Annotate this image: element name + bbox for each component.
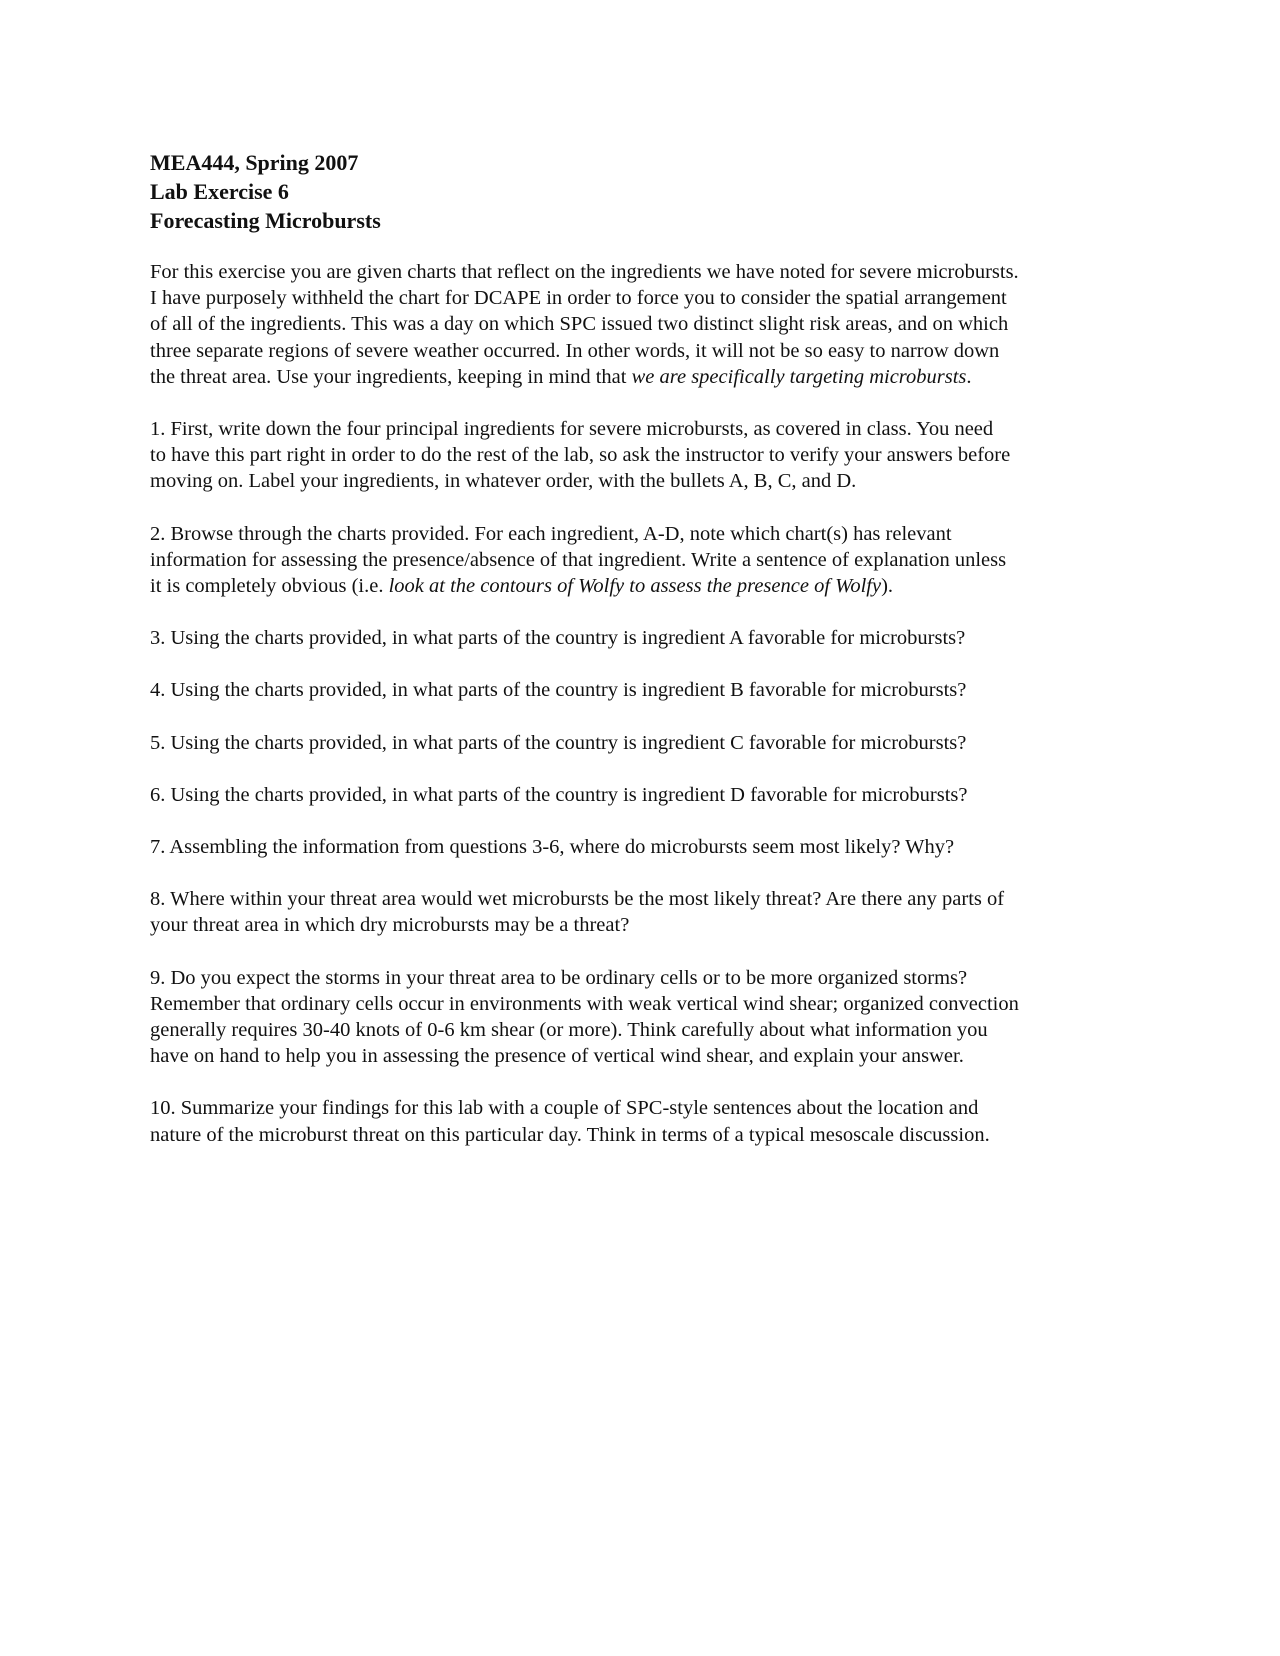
course-title: MEA444, Spring 2007 xyxy=(150,150,359,175)
question-1 xyxy=(150,416,1140,495)
intro-line xyxy=(150,364,1140,390)
question-emphasis: look at the contours of Wolfy to assess the presence of Wolfy xyxy=(388,575,882,598)
intro-text: . xyxy=(966,365,972,388)
question-line: Remember that ordinary cells occur in environments with weak vertical wind shear; organized convection xyxy=(150,992,1019,1015)
question-6 xyxy=(150,782,1140,808)
question-line: information for assessing the presence/absence of that ingredient. Write a sentence of explanation unless xyxy=(150,548,1007,571)
intro-line: three separate regions of severe weather occurred. In other words, it will not be so easy to narrow down xyxy=(150,339,1000,362)
question-line: 7. Assembling the information from questions 3-6, where do microbursts seem most likely? Why? xyxy=(150,836,955,859)
question-line: 2. Browse through the charts provided. For each ingredient, A-D, note which chart(s) has relevant xyxy=(150,522,952,545)
question-text: ). xyxy=(881,575,894,598)
question-line: your threat area in which dry microbursts may be a threat? xyxy=(150,914,630,937)
question-2 xyxy=(150,521,1140,600)
question-line: generally requires 30-40 knots of 0-6 km shear (or more). Think carefully about what information you xyxy=(150,1019,988,1042)
lab-title: Lab Exercise 6 xyxy=(150,179,289,204)
intro-paragraph xyxy=(150,259,1140,390)
question-4 xyxy=(150,677,1140,703)
question-line: 9. Do you expect the storms in your threat area to be ordinary cells or to be more organized storms? xyxy=(150,966,968,989)
intro-line: For this exercise you are given charts that reflect on the ingredients we have noted for severe microbursts. xyxy=(150,261,1019,283)
topic-title: Forecasting Microbursts xyxy=(150,208,381,233)
question-line: 4. Using the charts provided, in what parts of the country is ingredient B favorable for microbursts? xyxy=(150,679,967,702)
question-line: moving on. Label your ingredients, in whatever order, with the bullets A, B, C, and D. xyxy=(150,470,857,493)
question-7 xyxy=(150,834,1140,860)
question-line: have on hand to help you in assessing the presence of vertical wind shear, and explain your answer. xyxy=(150,1045,964,1068)
intro-line: I have purposely withheld the chart for DCAPE in order to force you to consider the spatial arrangement xyxy=(150,287,1007,310)
question-line: nature of the microburst threat on this particular day. Think in terms of a typical mesoscale discussion. xyxy=(150,1123,990,1146)
intro-line: of all of the ingredients. This was a day on which SPC issued two distinct slight risk areas, and on which xyxy=(150,313,1009,336)
document-page xyxy=(150,148,1140,1174)
question-9 xyxy=(150,965,1140,1070)
question-5 xyxy=(150,730,1140,756)
document-header xyxy=(150,148,1140,235)
intro-emphasis: we are specifically targeting microbursts xyxy=(631,365,967,388)
question-3 xyxy=(150,625,1140,651)
question-line: 3. Using the charts provided, in what parts of the country is ingredient A favorable for microbursts? xyxy=(150,627,966,650)
question-line: 1. First, write down the four principal ingredients for severe microbursts, as covered in class. You need xyxy=(150,418,994,441)
question-line: 8. Where within your threat area would wet microbursts be the most likely threat? Are there any parts of xyxy=(150,888,1005,911)
question-8 xyxy=(150,886,1140,938)
question-10 xyxy=(150,1095,1140,1147)
intro-text: the threat area. Use your ingredients, keeping in mind that xyxy=(150,365,632,388)
question-line: 10. Summarize your findings for this lab with a couple of SPC-style sentences about the location and xyxy=(150,1097,979,1120)
question-line xyxy=(150,573,1140,599)
question-line: 5. Using the charts provided, in what parts of the country is ingredient C favorable for microbursts? xyxy=(150,731,967,754)
question-line: 6. Using the charts provided, in what parts of the country is ingredient D favorable for microbursts? xyxy=(150,783,968,806)
question-line: to have this part right in order to do the rest of the lab, so ask the instructor to verify your answers before xyxy=(150,444,1011,467)
question-text: it is completely obvious (i.e. xyxy=(150,575,389,598)
